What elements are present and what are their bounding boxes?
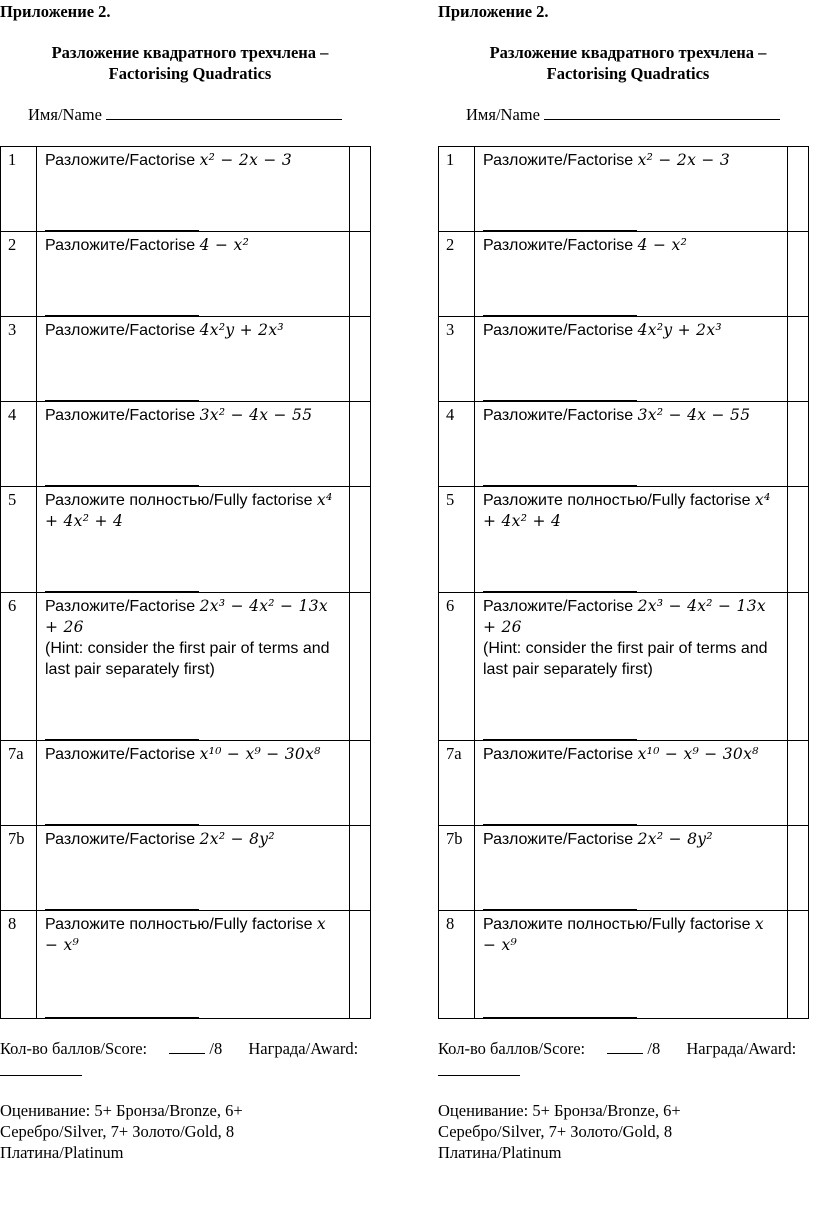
grading-scale: Оценивание: 5+ Бронза/Bronze, 6+ Серебро/Silver, 7+ Золото/Gold, 8 Платина/Platinum [0,1101,243,1162]
answer-line[interactable] [483,1016,637,1018]
appendix-heading: Приложение 2. [438,2,549,21]
task-row [439,741,809,826]
task-number: 7b [439,826,475,911]
task-cell [475,741,788,826]
mark-cell[interactable] [350,487,371,593]
task-cell [475,317,788,402]
task-cell [475,402,788,487]
task-instruction: Разложите/Factorise [45,746,196,763]
task-instruction: Разложите/Factorise [483,746,634,763]
task-number: 5 [1,487,37,593]
task-row [439,911,809,1019]
task-row [1,911,371,1019]
task-instruction: Разложите/Factorise [45,831,196,848]
mark-cell[interactable] [788,317,809,402]
task-expression: x¹⁰ − x⁹ − 30x⁸ [637,745,759,763]
task-expression: x² − 2x − 3 [199,151,293,169]
task-row [439,317,809,402]
task-number: 6 [439,593,475,741]
grading-scale: Оценивание: 5+ Бронза/Bronze, 6+ Серебро/Silver, 7+ Золото/Gold, 8 Платина/Platinum [438,1101,681,1162]
name-field [28,105,342,125]
task-instruction: Разложите/Factorise [483,407,634,424]
task-hint: (Hint: consider the first pair of terms and last pair separately first) [45,640,330,678]
task-number: 3 [1,317,37,402]
task-row [439,826,809,911]
task-number: 7a [1,741,37,826]
task-number: 7b [1,826,37,911]
task-row [439,232,809,317]
task-number: 1 [1,147,37,232]
task-row [1,402,371,487]
task-cell [37,826,350,911]
task-instruction: Разложите полностью/Fully factorise [45,916,313,933]
mark-cell[interactable] [350,741,371,826]
task-expression: 4 − x² [637,236,688,254]
task-expression: x¹⁰ − x⁹ − 30x⁸ [199,745,321,763]
task-instruction: Разложите/Factorise [483,322,634,339]
task-expression: 4x²y + 2x³ [199,321,284,339]
mark-cell[interactable] [788,232,809,317]
task-number: 2 [439,232,475,317]
task-expression: 3x² − 4x − 55 [199,406,313,424]
task-row [1,147,371,232]
task-instruction: Разложите/Factorise [45,152,196,169]
mark-cell[interactable] [350,593,371,741]
title-line-en: Factorising Quadratics [546,64,710,83]
mark-cell[interactable] [788,593,809,741]
task-hint: (Hint: consider the first pair of terms and last pair separately first) [483,640,768,678]
task-expression: x − x⁹ [45,915,326,954]
task-instruction: Разложите полностью/Fully factorise [483,916,751,933]
mark-cell[interactable] [788,911,809,1019]
task-number: 3 [439,317,475,402]
task-expression: x² − 2x − 3 [637,151,731,169]
mark-cell[interactable] [350,147,371,232]
task-number: 6 [1,593,37,741]
mark-cell[interactable] [788,402,809,487]
score-line [0,1038,385,1082]
task-row [1,593,371,741]
score-total: /8 [647,1039,661,1058]
task-instruction: Разложите/Factorise [483,831,634,848]
task-expression: x⁴ + 4x² + 4 [483,491,771,530]
task-number: 4 [1,402,37,487]
award-label: Награда/Award: [686,1039,797,1058]
task-instruction: Разложите полностью/Fully factorise [483,492,751,509]
task-expression: 2x² − 8y² [637,830,713,848]
task-table [0,146,371,1019]
task-number: 1 [439,147,475,232]
name-label: Имя/Name [28,105,102,124]
score-line [438,1038,816,1082]
name-blank-line [106,105,342,120]
task-expression: 2x³ − 4x² − 13x + 26 [45,597,328,636]
task-cell [475,487,788,593]
task-number: 2 [1,232,37,317]
mark-cell[interactable] [788,826,809,911]
task-row [439,593,809,741]
mark-cell[interactable] [350,317,371,402]
task-cell [37,911,350,1019]
mark-cell[interactable] [350,826,371,911]
task-instruction: Разложите/Factorise [45,598,196,615]
task-expression: 2x² − 8y² [199,830,275,848]
task-number: 7a [439,741,475,826]
score-label: Кол-во баллов/Score: [0,1039,148,1058]
mark-cell[interactable] [350,402,371,487]
task-cell [475,232,788,317]
task-instruction: Разложите/Factorise [45,407,196,424]
task-number: 8 [439,911,475,1019]
task-expression: x⁴ + 4x² + 4 [45,491,333,530]
task-expression: 4 − x² [199,236,250,254]
task-cell [475,826,788,911]
task-instruction: Разложите полностью/Fully factorise [45,492,313,509]
task-cell [475,147,788,232]
name-blank-line [544,105,780,120]
task-instruction: Разложите/Factorise [483,598,634,615]
task-cell [37,317,350,402]
task-cell [475,911,788,1019]
task-instruction: Разложите/Factorise [483,237,634,254]
worksheet-title [0,42,380,84]
award-blank [0,1061,82,1076]
mark-cell[interactable] [788,741,809,826]
award-label: Награда/Award: [248,1039,359,1058]
score-total: /8 [209,1039,223,1058]
task-instruction: Разложите/Factorise [45,237,196,254]
task-expression: 2x³ − 4x² − 13x + 26 [483,597,766,636]
task-row [439,147,809,232]
task-cell [37,741,350,826]
task-row [1,741,371,826]
mark-cell[interactable] [350,232,371,317]
name-label: Имя/Name [466,105,540,124]
task-row [439,487,809,593]
task-table [438,146,809,1019]
task-row [1,826,371,911]
task-row [1,232,371,317]
name-field [466,105,780,125]
task-number: 5 [439,487,475,593]
answer-line[interactable] [45,1016,199,1018]
mark-cell[interactable] [350,911,371,1019]
title-line-ru: Разложение квадратного трехчлена – [51,43,329,62]
score-label: Кол-во баллов/Score: [438,1039,586,1058]
score-blank [169,1039,205,1054]
task-number: 4 [439,402,475,487]
task-row [439,402,809,487]
title-line-ru: Разложение квадратного трехчлена – [489,43,767,62]
task-cell [37,402,350,487]
task-number: 8 [1,911,37,1019]
worksheet-title [438,42,816,84]
task-expression: x − x⁹ [483,915,764,954]
task-row [1,317,371,402]
task-expression: 4x²y + 2x³ [637,321,722,339]
task-cell [37,593,350,741]
mark-cell[interactable] [788,487,809,593]
mark-cell[interactable] [788,147,809,232]
title-line-en: Factorising Quadratics [108,64,272,83]
task-expression: 3x² − 4x − 55 [637,406,751,424]
task-cell [37,487,350,593]
score-blank [607,1039,643,1054]
task-instruction: Разложите/Factorise [483,152,634,169]
task-cell [37,232,350,317]
award-blank [438,1061,520,1076]
task-cell [475,593,788,741]
task-cell [37,147,350,232]
task-instruction: Разложите/Factorise [45,322,196,339]
appendix-heading: Приложение 2. [0,2,111,21]
task-row [1,487,371,593]
